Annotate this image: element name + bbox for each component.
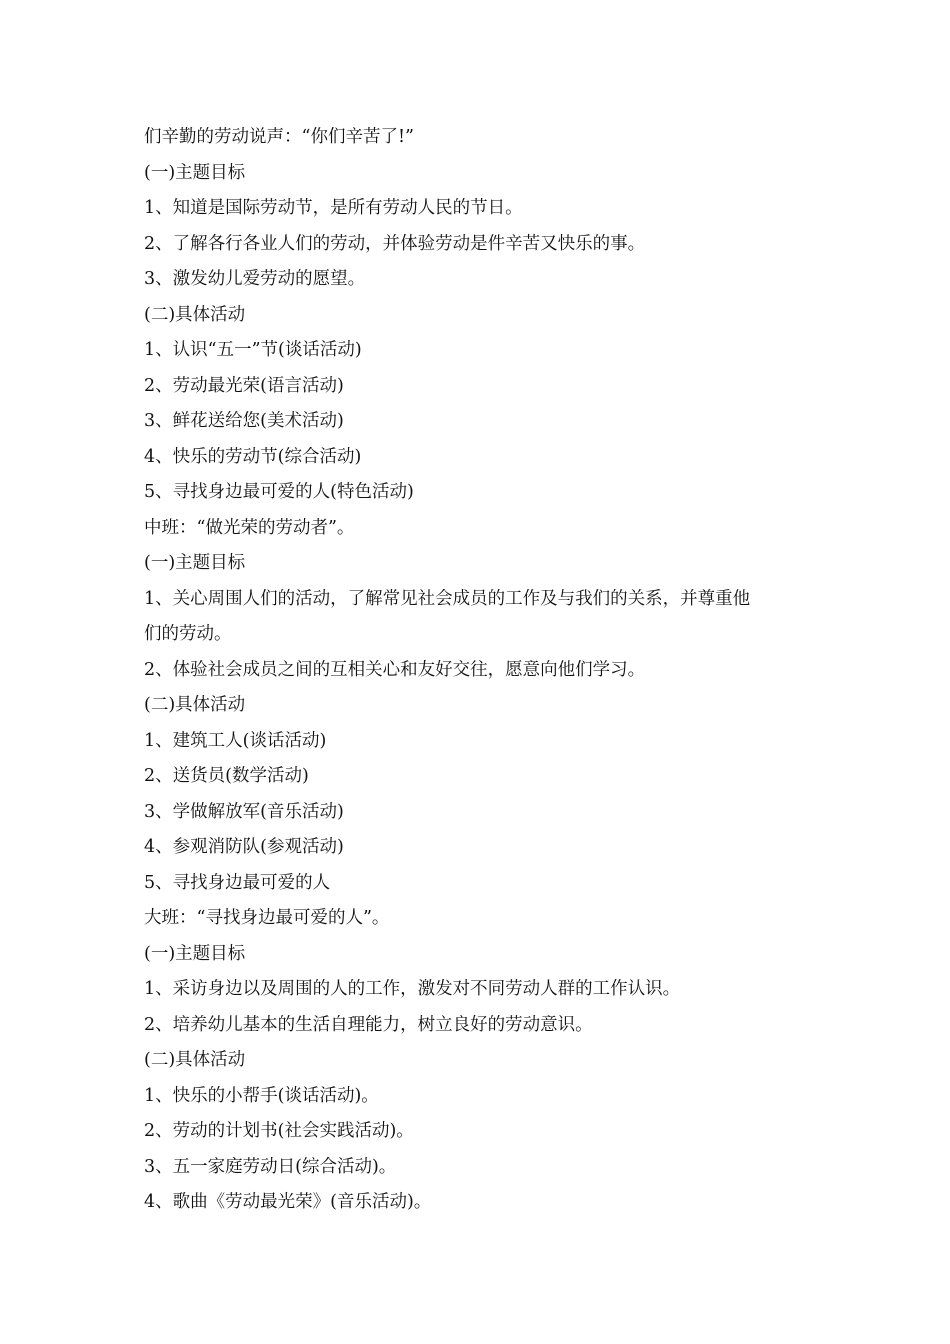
list-item: 5、寻找身边最可爱的人(特色活动) bbox=[144, 482, 414, 502]
list-item: 2、劳动的计划书(社会实践活动)。 bbox=[144, 1121, 414, 1141]
document-body bbox=[144, 120, 824, 1221]
list-item: 4、快乐的劳动节(综合活动) bbox=[144, 446, 362, 467]
text-line: 们的劳动。 bbox=[144, 624, 232, 644]
text-line: 1、采访身边以及周围的人的工作，激发对不同劳动人群的工作认识。 bbox=[144, 979, 681, 999]
list-item: 4、参观消防队(参观活动) bbox=[144, 837, 344, 857]
text-line: 2、体验社会成员之间的互相关心和友好交往，愿意向他们学习。 bbox=[144, 659, 646, 680]
list-item: 5、寻找身边最可爱的人 bbox=[144, 872, 331, 893]
section-heading-activities: (二)具体活动 bbox=[144, 304, 246, 325]
list-item: 3、学做解放军(音乐活动) bbox=[144, 801, 344, 822]
list-item: 1、快乐的小帮手(谈话活动)。 bbox=[144, 1085, 379, 1106]
section-heading-goals: (一)主题目标 bbox=[144, 943, 246, 964]
list-item: 2、送货员(数学活动) bbox=[144, 766, 309, 786]
list-item: 2、劳动最光荣(语言活动) bbox=[144, 375, 344, 396]
list-item: 1、认识“五一”节(谈话活动) bbox=[144, 340, 362, 360]
section-heading-activities: (二)具体活动 bbox=[144, 1050, 246, 1070]
section-heading-goals: (一)主题目标 bbox=[144, 162, 246, 183]
text-line: 们辛勤的劳动说声：“你们辛苦了!” bbox=[144, 127, 414, 147]
list-item: 4、歌曲《劳动最光荣》(音乐活动)。 bbox=[144, 1192, 432, 1212]
list-item: 3、鲜花送给您(美术活动) bbox=[144, 411, 344, 431]
text-line: 1、关心周围人们的活动，了解常见社会成员的工作及与我们的关系，并尊重他 bbox=[144, 588, 751, 609]
section-heading-goals: (一)主题目标 bbox=[144, 553, 246, 573]
text-line: 1、知道是国际劳动节，是所有劳动人民的节日。 bbox=[144, 198, 523, 218]
text-line: 2、培养幼儿基本的生活自理能力，树立良好的劳动意识。 bbox=[144, 1014, 593, 1035]
section-heading-activities: (二)具体活动 bbox=[144, 695, 246, 715]
list-item: 3、五一家庭劳动日(综合活动)。 bbox=[144, 1156, 397, 1177]
list-item: 1、建筑工人(谈话活动) bbox=[144, 730, 327, 751]
class-heading-senior: 大班：“寻找身边最可爱的人”。 bbox=[144, 908, 390, 928]
text-line: 2、了解各行各业人们的劳动，并体验劳动是件辛苦又快乐的事。 bbox=[144, 233, 646, 254]
class-heading-middle: 中班：“做光荣的劳动者”。 bbox=[144, 517, 355, 538]
text-line: 3、激发幼儿爱劳动的愿望。 bbox=[144, 269, 366, 289]
